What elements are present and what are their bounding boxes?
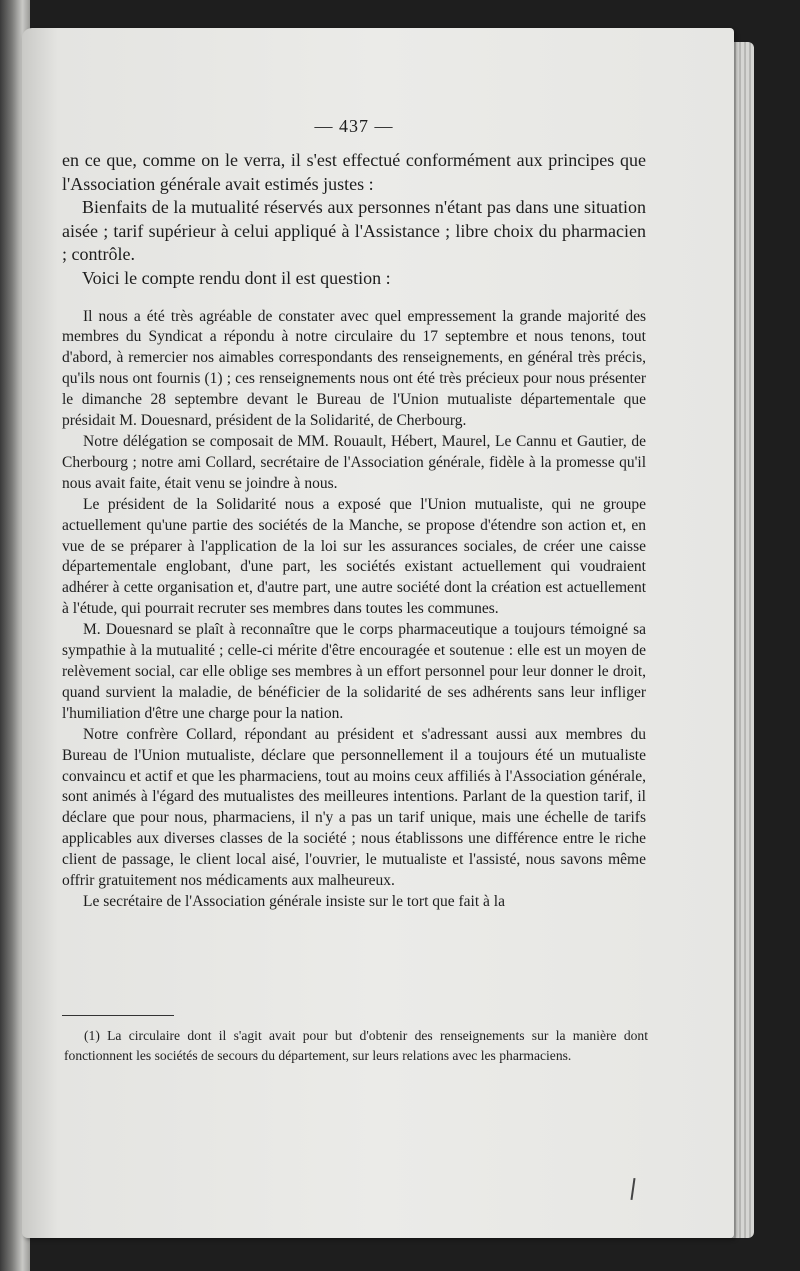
report-paragraph: M. Douesnard se plaît à reconnaître que le corps pharmaceutique a toujours témoigné sa sympathie à la mutualité ; celle-ci mérite d'être encouragée et soutenue : elle est un moyen de relèvement social, car elle oblige ses membres à un effort personnel pour leur donner le droit, quand survient la maladie, de bénéficier de la solidarité de ses adhérents sans leur infliger l'humiliation d'être une charge pour la nation. [62, 621, 646, 722]
intro-text [62, 149, 646, 291]
footnote-text: (1) La circulaire dont il s'agit avait pour but d'obtenir des renseignements sur la manière dont fonctionnent les sociétés de secours du département, sur leurs relations avec les pharmaciens. [64, 1028, 648, 1063]
report-paragraph: Le président de la Solidarité nous a exposé que l'Union mutualiste, qui ne groupe actuellement qu'une partie des sociétés de la Manche, se propose d'étendre son action et, en vue de se préparer à l'application de la loi sur les assurances sociales, de créer une caisse départementale englobant, d'une part, les sociétés existant actuellement qui voudraient adhérer à cette organisation et, d'autre part, une autre société dont la création est actuellement à l'étude, qui pourrait recruter ses membres dans toutes les communes. [62, 495, 646, 618]
report-paragraph: Notre délégation se composait de MM. Rouault, Hébert, Maurel, Le Cannu et Gautier, de Cherbourg ; notre ami Collard, secrétaire de l'Association générale, fidèle à la promesse qu'il nous avait faite, était venu se joindre à nous. [62, 433, 646, 492]
footnote-rule [62, 1015, 174, 1016]
report-paragraph: Il nous a été très agréable de constater avec quel empressement la grande majorité des membres du Syndicat a répondu à notre circulaire du 17 septembre et nous tenons, tout d'abord, à remercier nos aimables correspondants des renseignements, en général très précis, qu'ils nous ont fournis (1) ; ces renseignements nous ont été très précieux pour nous présenter le dimanche 28 septembre devant le Bureau de l'Union mutualiste départementale que présidait M. Douesnard, président de la Solidarité, de Cherbourg. [62, 307, 646, 430]
pencil-mark [630, 1178, 635, 1200]
footnote [64, 1026, 648, 1065]
intro-paragraph: Voici le compte rendu dont il est question : [82, 267, 391, 288]
book-page [22, 28, 734, 1238]
intro-paragraph: Bienfaits de la mutualité réservés aux personnes n'étant pas dans une situation aisée ; tarif supérieur à celui appliqué à l'Assistance ; libre choix du pharmacien ; contrôle. [62, 197, 646, 265]
quoted-report [62, 307, 646, 913]
page-number: — 437 — [314, 116, 394, 136]
intro-paragraph: en ce que, comme on le verra, il s'est effectué conformément aux principes que l'Association générale avait estimés justes : [62, 150, 646, 194]
report-paragraph: Notre confrère Collard, répondant au président et s'adressant aussi aux membres du Bureau de l'Union mutualiste, déclare que personnellement il a toujours été un mutualiste convaincu et actif et que les pharmaciens, tout au moins ceux affiliés à l'Association générale, sont animés à l'égard des mutualistes des meilleures intentions. Parlant de la question tarif, il déclare que pour nous, pharmaciens, il n'y a pas un tarif unique, mais une échelle de tarifs applicables aux diverses classes de la société ; nous établissons une différence entre le riche client de passage, le client local aisé, l'ouvrier, le mutualiste et l'assisté, nous savons même offrir gratuitement nos médicaments aux malheureux. [62, 725, 646, 890]
report-paragraph: Le secrétaire de l'Association générale insiste sur le tort que fait à la [83, 892, 505, 910]
page-content [62, 116, 646, 913]
